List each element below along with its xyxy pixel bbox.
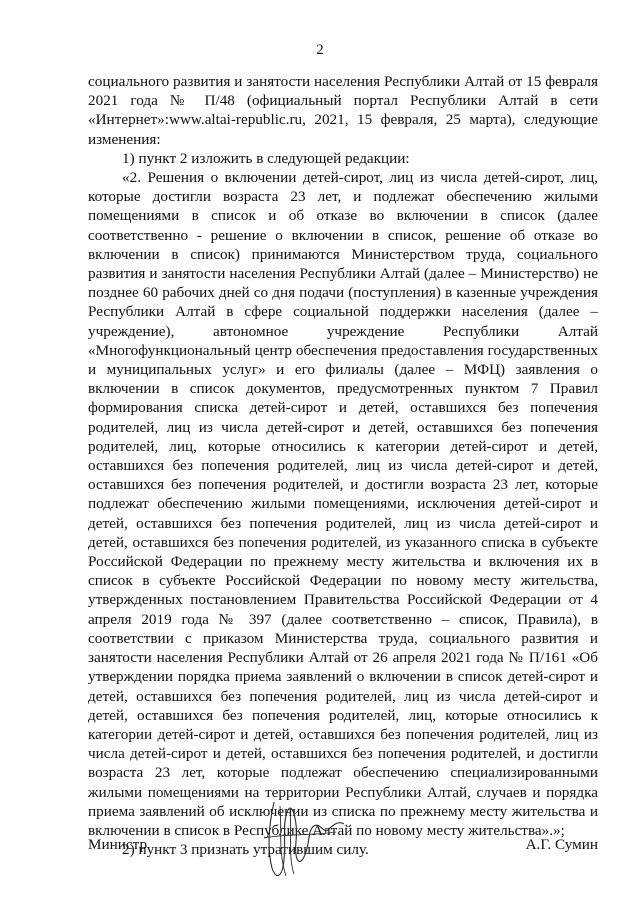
amendment-item-2: 2) пункт 3 признать утратившим силу. [122,841,369,859]
signer-position: Министр [88,836,148,853]
intro-paragraph: социального развития и занятости населения Республики Алтай от 15 февраля 2021 года № П/48 (официальный портал Республики Алтай в сети «Интернет»:www.altai-republic.ru, 2021, 15 февраля, 25 марта), следующие изменения: [88,73,598,148]
document-body [88,72,598,859]
amendment-item-1: 1) пункт 2 изложить в следующей редакции: [122,149,410,167]
signature-block [88,836,598,860]
quoted-new-text: «2. Решения о включении детей-сирот, лиц из числа детей-сирот, лиц, которые достигли возраста 23 лет, и подлежат обеспечению жилыми помещениями в список и об отказе во включении в список (далее соответственно - решение о включении в список, решение об отказе во включении в список) принимаются Министерством труда, социального развития и занятости населения Республики Алтай (далее – Министерство) не позднее 60 рабочих дней со дня подачи (поступления) в казенные учреждения Республики Алтай в сфере социальной поддержки населения (далее – учреждение), автономное учреждение Республики Алтай «Многофункциональный центр обеспечения предоставления государственных и муниципальных услуг» и его филиалы (далее – МФЦ) заявления о включении в список документов, предусмотренных пунктом 7 Правил формирования списка детей-сирот и детей, оставшихся без попечения родителей, лиц из числа детей-сирот и детей, оставшихся без попечения родителей, лиц, которые относились к категории детей-сирот и детей, оставшихся без попечения родителей, лиц из числа детей-сирот и детей, оставшихся без попечения родителей, и достигли возраста 23 лет, которые подлежат обеспечению жилыми помещениями, исключения детей-сирот и детей, оставшихся без попечения родителей, лиц из числа детей-сирот и детей, оставшихся без попечения родителей, из указанного списка в субъекте Российской Федерации по прежнему месту жительства и включения их в список в субъекте Российской Федерации по новому месту жительства, утвержденных постановлением Правительства Российской Федерации от 4 апреля 2019 года № 397 (далее соответственно – список, Правила), в соответствии с приказом Министерства труда, социального развития и занятости населения Республики Алтай от 26 апреля 2021 года № П/161 «Об утверждении порядка приема заявлений о включении в список детей-сирот и детей, оставшихся без попечения родителей, лиц из числа детей-сирот и детей, оставшихся без попечения родителей, лиц, которые относились к категории детей-сирот и детей, оставшихся без попечения родителей, лиц из числа детей-сирот и детей, оставшихся без попечения родителей, и достигли возраста 23 лет, которые подлежат обеспечению специализированными жилыми помещениями на территории Республики Алтай, случаев и порядка приема заявлений об исключении из списка по прежнему месту жительства и включении в список в Республике Алтай по новому месту жительства».»; [88,169,598,839]
page-number: 2 [316,42,324,58]
signer-name: А.Г. Сумин [525,836,598,853]
